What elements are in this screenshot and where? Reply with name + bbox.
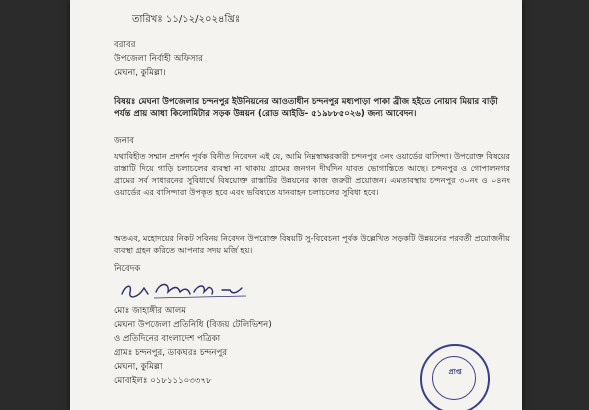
- sender-organization: ও প্রতিদিনের বাংলাদেশ পত্রিকা: [114, 334, 221, 344]
- sender-mobile: মোবাইলঃ ০১৮১১১০৩৩৭৮: [114, 376, 212, 386]
- received-stamp: [420, 344, 490, 410]
- sender-role: মেঘনা উপজেলা প্রতিনিধি (বিজয় টেলিভিশন): [114, 320, 272, 330]
- recipient-title: উপজেলা নির্বাহী অফিসার: [114, 54, 203, 64]
- letter-page: [70, 0, 522, 410]
- recipient-location: মেঘনা, কুমিল্লা।: [114, 68, 166, 78]
- sender-name: মোঃ জাহাঙ্গীর আলম: [114, 306, 187, 316]
- body-paragraph-1: যথাবিহীত সম্মান প্রদর্শন পূর্বক বিনীত নিবেদন এই যে, আমি নিম্নস্বাক্ষরকারী চন্দনপুর ৩নং ওয়ার্ডের বাসিন্দা। উপরোক্ত বিষয়ের রাস্তাটি দিয়ে গাড়ি চলাচলের ব্যবস্থা না থাকায় গ্রামের জনগন দীর্ঘদিন যাবত ভোগান্তিতে আছে। চন্দনপুর ও গোপালনগর গ্রামের সর্ব সাধারনের সুবিধার্থে বিষয়োক্ত রাস্তাটির উন্নয়নের কাজ জরুরী প্রয়োজন। এমতাবস্থায় চন্দনপুর ৩০নং ও ০৪নং ওয়ার্ডের এর বাসিন্দারা উপকৃত হবে এবং ভবিষ্যতে যানবাহন চলাচলের সুবিধা হবে।: [114, 151, 510, 197]
- sender-village: গ্রামঃ চন্দনপুর, ডাকঘরঃ চন্দনপুর: [114, 348, 228, 358]
- body-paragraph-2: অতএব, মহোদয়ের নিকট সবিনয় নিবেদন উপরোক্ত বিষয়টি সু-বিবেচনা পূর্বক উল্লেখিত সড়কটি উন্নয়নের পরবর্তী প্রয়োজনীয় ব্যবস্থা গ্রহন করিতে আপনার সদয় মর্জি হয়।: [114, 233, 510, 255]
- closing-label: নিবেদক: [114, 264, 141, 274]
- date-line: তারিখঃ ১১/১২/২০২৪খ্রিঃ: [132, 14, 241, 25]
- stamp-inner-ring: [432, 356, 476, 400]
- sender-upazila: মেঘনা, কুমিল্লা: [114, 362, 163, 372]
- to-label: বরাবর: [114, 40, 136, 50]
- stamp-label: প্রাপ্ত: [448, 368, 462, 376]
- handwritten-signature: [118, 278, 248, 302]
- subject-line: বিষয়ঃ মেঘনা উপজেলার চন্দনপুর ইউনিয়নের আওতাধীন চন্দনপুর মধ্যপাড়া পাকা ব্রীজ হইতে নোয়াব মিয়ার বাড়ী পর্যন্ত প্রায় আধা কিলোমিটার সড়ক উন্নয়ন (রোড আইডি- ৫১৯৮৮৫০২৬) জন্য আবেদন।: [114, 97, 498, 119]
- salutation: জনাব: [114, 136, 135, 146]
